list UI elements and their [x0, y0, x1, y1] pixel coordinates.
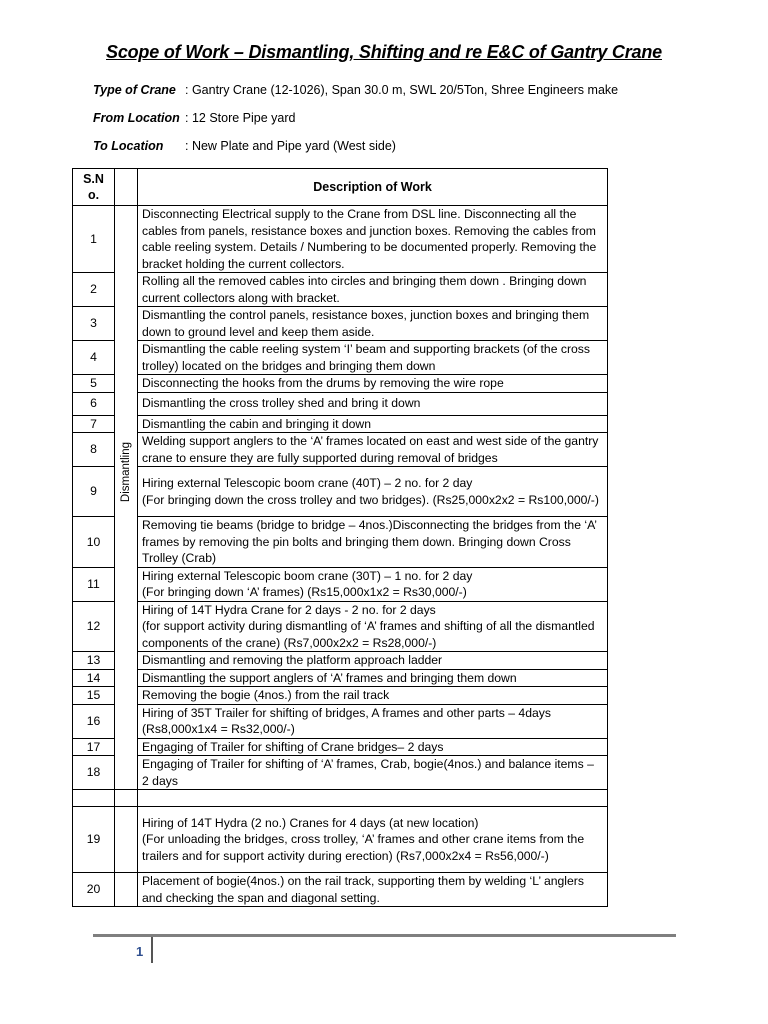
row-description: Hiring of 14T Hydra (2 no.) Cranes for 4 days (at new location) (For unloading the bridges, cross trolley, ‘A’ frames and other crane items from the trailers and for support activity during erection) (Rs7,000x2x4 = Rs56,000/-): [138, 807, 608, 873]
table-row: [73, 669, 608, 687]
meta-type-of-crane: [93, 83, 618, 97]
row-sno: 7: [73, 415, 115, 433]
row-sno: 4: [73, 341, 115, 375]
row-description: Hiring of 35T Trailer for shifting of bridges, A frames and other parts – 4days (Rs8,000x1x4 = Rs32,000/-): [138, 704, 608, 738]
row-description: Removing tie beams (bridge to bridge – 4nos.)Disconnecting the bridges from the ‘A’ frames by removing the pin bolts and bringing them down. Bringing down Cross Trolley (Crab): [138, 517, 608, 568]
table-row: [73, 652, 608, 670]
group-cell-empty: [115, 790, 138, 807]
row-sno: 19: [73, 807, 115, 873]
row-sno: 11: [73, 567, 115, 601]
row-description: Placement of bogie(4nos.) on the rail track, supporting them by welding ‘L’ anglers and checking the span and diagonal setting.: [138, 873, 608, 907]
row-sno: 2: [73, 273, 115, 307]
meta-label: From Location: [93, 111, 180, 125]
row-sno: 15: [73, 687, 115, 705]
row-description: Hiring of 14T Hydra Crane for 2 days - 2 no. for 2 days (for support activity during dismantling of ‘A’ frames and shifting of all the dismantled components of the crane) (Rs7,000x2x2 = Rs28,000/-): [138, 601, 608, 652]
row-description: Disconnecting the hooks from the drums by removing the wire rope: [138, 375, 608, 393]
table-row: [73, 807, 608, 873]
meta-label: Type of Crane: [93, 83, 176, 97]
page-number: 1: [136, 944, 144, 959]
row-sno: 1: [73, 206, 115, 273]
group-cell-empty: [115, 873, 138, 907]
row-description: [138, 790, 608, 807]
row-sno: 14: [73, 669, 115, 687]
row-sno: 17: [73, 738, 115, 756]
work-table: [72, 168, 608, 907]
table-row: [73, 873, 608, 907]
row-sno: 3: [73, 307, 115, 341]
meta-value: : Gantry Crane (12-1026), Span 30.0 m, SWL 20/5Ton, Shree Engineers make: [185, 83, 619, 97]
row-sno: 6: [73, 392, 115, 415]
row-description: Disconnecting Electrical supply to the Crane from DSL line. Disconnecting all the cables from panels, resistance boxes and junction boxes. Removing the cables from cable reeling system. Details / Numbering to be documented properly. Removing the bracket holding the current collectors.: [138, 206, 608, 273]
row-description: Hiring external Telescopic boom crane (40T) – 2 no. for 2 day (For bringing down the cross trolley and two bridges). (Rs25,000x2x2 = Rs100,000/-): [138, 467, 608, 517]
table-row: [73, 273, 608, 307]
header-blank: [115, 169, 138, 206]
row-description: Welding support anglers to the ‘A’ frames located on east and west side of the gantry crane to ensure they are fully supported during removal of bridges: [138, 433, 608, 467]
table-row: [73, 467, 608, 517]
table-row: [73, 307, 608, 341]
table-row: [73, 433, 608, 467]
row-description: Dismantling the control panels, resistance boxes, junction boxes and bringing them down to ground level and keep them aside.: [138, 307, 608, 341]
table-row: [73, 687, 608, 705]
row-sno: 16: [73, 704, 115, 738]
group-cell-empty: [115, 807, 138, 873]
row-description: Rolling all the removed cables into circles and bringing them down . Bringing down current collectors along with bracket.: [138, 273, 608, 307]
row-sno: 10: [73, 517, 115, 568]
table-row: [73, 790, 608, 807]
row-description: Dismantling and removing the platform approach ladder: [138, 652, 608, 670]
meta-value: : New Plate and Pipe yard (West side): [185, 139, 396, 153]
header-description: Description of Work: [138, 169, 608, 206]
table-row: [73, 415, 608, 433]
table-row: [73, 756, 608, 790]
row-description: Engaging of Trailer for shifting of Crane bridges– 2 days: [138, 738, 608, 756]
table-header-row: [73, 169, 608, 206]
row-sno: 8: [73, 433, 115, 467]
footer-separator: [151, 937, 153, 963]
row-description: Dismantling the support anglers of ‘A’ frames and bringing them down: [138, 669, 608, 687]
table-row: [73, 517, 608, 568]
table-row: [73, 392, 608, 415]
group-cell: [115, 206, 138, 790]
row-sno: 13: [73, 652, 115, 670]
row-description: Removing the bogie (4nos.) from the rail track: [138, 687, 608, 705]
row-description: Hiring external Telescopic boom crane (30T) – 1 no. for 2 day (For bringing down ‘A’ frames) (Rs15,000x1x2 = Rs30,000/-): [138, 567, 608, 601]
row-description: Dismantling the cabin and bringing it down: [138, 415, 608, 433]
meta-from-location: [93, 111, 295, 125]
row-sno: 5: [73, 375, 115, 393]
table-row: [73, 206, 608, 273]
table-row: [73, 341, 608, 375]
row-sno: 9: [73, 467, 115, 517]
meta-value: : 12 Store Pipe yard: [185, 111, 296, 125]
row-description: Engaging of Trailer for shifting of ‘A’ frames, Crab, bogie(4nos.) and balance items – 2 days: [138, 756, 608, 790]
row-sno: 20: [73, 873, 115, 907]
table-row: [73, 567, 608, 601]
footer-rule: [93, 934, 676, 937]
table-row: [73, 375, 608, 393]
document-title: Scope of Work – Dismantling, Shifting and re E&C of Gantry Crane: [106, 42, 662, 62]
table-row: [73, 738, 608, 756]
group-label-dismantling: Dismantling: [120, 442, 132, 503]
table-row: [73, 704, 608, 738]
header-sno: S.N o.: [73, 169, 115, 206]
row-sno: 18: [73, 756, 115, 790]
meta-to-location: [93, 139, 396, 153]
row-description: Dismantling the cross trolley shed and bring it down: [138, 392, 608, 415]
meta-label: To Location: [93, 139, 164, 153]
table-row: [73, 601, 608, 652]
row-sno: [73, 790, 115, 807]
row-description: Dismantling the cable reeling system ‘I’ beam and supporting brackets (of the cross trolley) located on the bridges and bringing them down: [138, 341, 608, 375]
row-sno: 12: [73, 601, 115, 652]
